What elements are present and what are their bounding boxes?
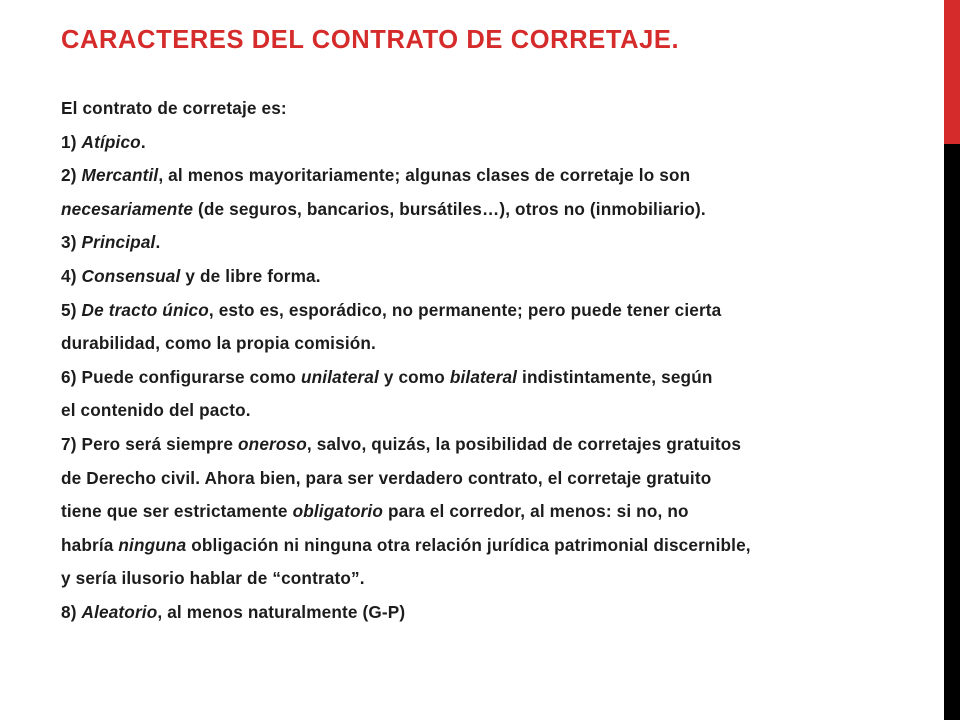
text-run: durabilidad, como la propia comisión.	[61, 333, 376, 354]
body-line	[61, 495, 941, 529]
emphasized-text: Consensual	[81, 265, 181, 286]
emphasized-text: necesariamente	[61, 198, 194, 219]
body-line	[61, 529, 941, 563]
body-line	[61, 428, 941, 462]
slide-body	[61, 92, 941, 630]
text-run: .	[140, 131, 146, 152]
emphasized-text: ninguna	[118, 534, 187, 555]
emphasized-text: Mercantil	[81, 165, 159, 186]
emphasized-text: Aleatorio	[81, 601, 158, 622]
emphasized-text: unilateral	[300, 366, 379, 387]
text-run: , esto es, esporádico, no permanente; pero puede tener cierta	[208, 299, 722, 320]
body-line	[61, 92, 941, 126]
side-accent-bar-red	[944, 0, 960, 144]
text-run: 2)	[61, 165, 82, 186]
emphasized-text: De tracto único	[81, 299, 209, 320]
body-line	[61, 294, 941, 328]
emphasized-text: obligatorio	[292, 501, 384, 522]
text-run: 7) Pero será siempre	[61, 433, 239, 454]
text-run: y sería ilusorio hablar de “contrato”.	[61, 568, 365, 589]
body-line	[61, 361, 941, 395]
body-line	[61, 596, 941, 630]
body-line	[61, 260, 941, 294]
body-line	[61, 226, 941, 260]
emphasized-text: oneroso	[238, 433, 307, 454]
text-run: 1)	[61, 131, 82, 152]
body-line	[61, 159, 941, 193]
text-run: .	[155, 232, 161, 253]
text-run: , al menos mayoritariamente; algunas clases de corretaje lo son	[158, 165, 691, 186]
text-run: El contrato de corretaje es:	[61, 98, 287, 118]
body-line	[61, 562, 941, 596]
body-line	[61, 193, 941, 227]
emphasized-text: Atípico	[81, 131, 141, 152]
text-run: , salvo, quizás, la posibilidad de corretajes gratuitos	[306, 433, 742, 454]
text-run: 8)	[61, 601, 82, 622]
text-run: obligación ni ninguna otra relación jurídica patrimonial discernible,	[186, 534, 751, 555]
text-run: para el corredor, al menos: si no, no	[383, 501, 689, 522]
emphasized-text: Principal	[81, 232, 156, 253]
text-run: y de libre forma.	[180, 265, 321, 286]
text-run: (de seguros, bancarios, bursátiles…), otros no (inmobiliario).	[193, 198, 706, 219]
text-run: habría	[61, 534, 119, 555]
text-run: 3)	[61, 232, 82, 253]
text-run: de Derecho civil. Ahora bien, para ser verdadero contrato, el corretaje gratuito	[61, 467, 712, 488]
body-line	[61, 462, 941, 496]
body-line	[61, 327, 941, 361]
text-run: indistintamente, según	[517, 366, 713, 387]
emphasized-text: bilateral	[449, 366, 518, 387]
slide-title: CARACTERES DEL CONTRATO DE CORRETAJE.	[61, 26, 680, 54]
body-line	[61, 394, 941, 428]
text-run: 4)	[61, 265, 82, 286]
text-run: 6) Puede configurarse como	[61, 366, 301, 387]
body-line	[61, 126, 941, 160]
text-run: 5)	[61, 299, 82, 320]
text-run: tiene que ser estrictamente	[61, 501, 293, 522]
text-run: , al menos naturalmente (G-P)	[157, 601, 406, 622]
text-run: el contenido del pacto.	[61, 400, 251, 421]
text-run: y como	[378, 366, 450, 387]
